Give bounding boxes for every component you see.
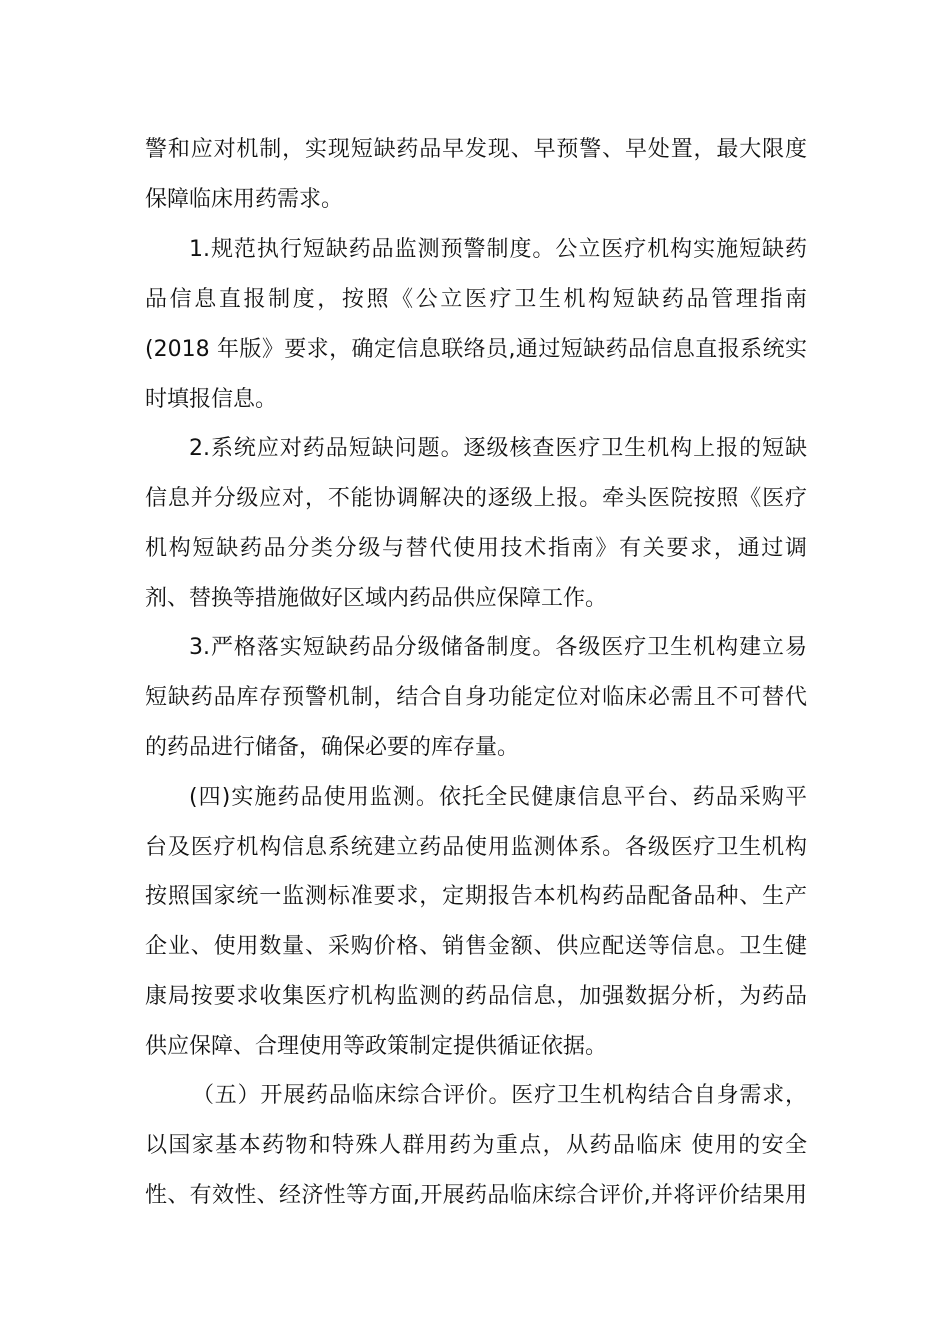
text-line-7: 2.系统应对药品短缺问题。逐级核查医疗卫生机构上报的短缺 bbox=[189, 436, 807, 461]
text-line-18: 康局按要求收集医疗机构监测的药品信息，加强数据分析，为药品 bbox=[145, 984, 807, 1009]
text-line-22: 性、有效性、经济性等方面,开展药品临床综合评价,并将评价结果用 bbox=[145, 1183, 807, 1208]
text-line-4: 品信息直报制度，按照《公立医疗卫生机构短缺药品管理指南 bbox=[145, 287, 807, 312]
text-line-5: (2018 年版》要求，确定信息联络员,通过短缺药品信息直报系统实 bbox=[145, 337, 807, 362]
text-line-3: 1.规范执行短缺药品监测预警制度。公立医疗机构实施短缺药 bbox=[189, 237, 807, 262]
text-line-15: 台及医疗机构信息系统建立药品使用监测体系。各级医疗卫生机构 bbox=[145, 835, 807, 860]
text-line-9: 机构短缺药品分类分级与替代使用技术指南》有关要求，通过调 bbox=[145, 536, 807, 561]
text-line-6: 时填报信息。 bbox=[145, 387, 278, 412]
text-line-2: 保障临床用药需求。 bbox=[145, 187, 344, 212]
text-line-10: 剂、替换等措施做好区域内药品供应保障工作。 bbox=[145, 586, 608, 611]
text-line-12: 短缺药品库存预警机制，结合自身功能定位对临床必需且不可替代 bbox=[145, 685, 807, 710]
text-line-14: (四)实施药品使用监测。依托全民健康信息平台、药品采购平 bbox=[189, 785, 807, 810]
text-line-11: 3.严格落实短缺药品分级储备制度。各级医疗卫生机构建立易 bbox=[189, 635, 807, 660]
text-line-20: （五）开展药品临床综合评价。医疗卫生机构结合自身需求， bbox=[192, 1083, 807, 1108]
text-line-21: 以国家基本药物和特殊人群用药为重点，从药品临床 使用的安全 bbox=[145, 1133, 807, 1158]
text-line-16: 按照国家统一监测标准要求，定期报告本机构药品配备品种、生产 bbox=[145, 884, 807, 909]
text-line-8: 信息并分级应对，不能协调解决的逐级上报。牵头医院按照《医疗 bbox=[145, 486, 807, 511]
text-line-17: 企业、使用数量、采购价格、销售金额、供应配送等信息。卫生健 bbox=[145, 934, 807, 959]
text-line-19: 供应保障、合理使用等政策制定提供循证依据。 bbox=[145, 1034, 608, 1059]
text-line-1: 警和应对机制，实现短缺药品早发现、早预警、早处置，最大限度 bbox=[145, 137, 807, 162]
text-line-13: 的药品进行储备，确保必要的库存量。 bbox=[145, 735, 520, 760]
